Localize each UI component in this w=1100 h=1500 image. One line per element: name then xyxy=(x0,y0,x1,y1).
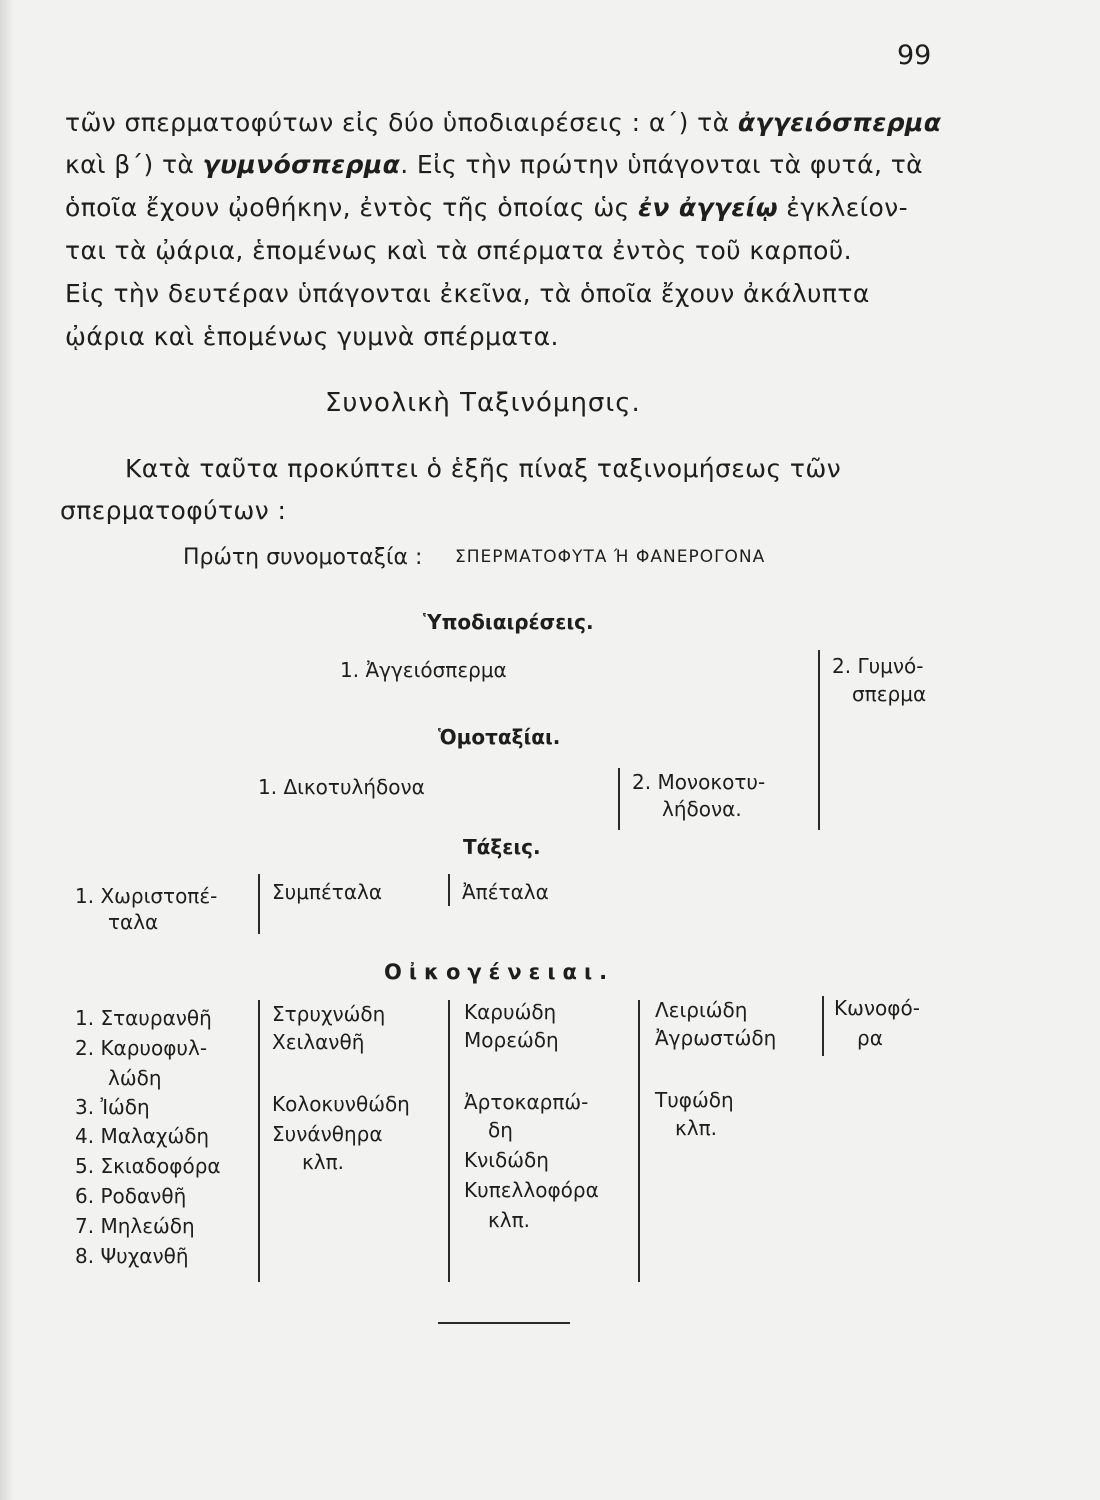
families-col1-item: λώδη xyxy=(108,1066,162,1090)
text-run: ἐγκλείον- xyxy=(777,193,908,222)
emphasis-in-vessel: ἐν ἀγγείῳ xyxy=(638,193,778,222)
paragraph-line-3 xyxy=(65,193,908,222)
families-col3-item: Καρυώδη xyxy=(464,1000,557,1024)
end-rule xyxy=(438,1322,570,1324)
families-divider-3 xyxy=(638,1000,640,1282)
text-run: . Εἰς τὴν πρώτην ὑπάγονται τὰ φυτά, τὰ xyxy=(400,150,924,179)
families-col5-item: ρα xyxy=(857,1026,883,1050)
families-col1-item: 2. Καρυοφυλ- xyxy=(75,1036,208,1060)
families-col3-item: κλπ. xyxy=(488,1208,531,1232)
paragraph-line-6: ᾠάρια καὶ ἑπομένως γυμνὰ σπέρματα. xyxy=(65,322,559,351)
paragraph-line-2 xyxy=(65,150,923,179)
families-col3-item: Κνιδώδη xyxy=(464,1148,549,1172)
text-run: ὁποῖα ἔχουν ᾠοθήκην, ἐντὸς τῆς ὁποίας ὡς xyxy=(65,193,639,222)
families-col2-item: Χειλανθῆ xyxy=(272,1030,365,1054)
families-col4-item: Τυφώδη xyxy=(655,1088,734,1112)
families-col1-item: 1. Σταυρανθῆ xyxy=(75,1006,212,1030)
classes-heading: Ὁμοταξίαι. xyxy=(438,725,561,749)
class-2-line-a: 2. Μονοκοτυ- xyxy=(632,770,766,794)
families-col1-item: 4. Μαλαχώδη xyxy=(75,1124,210,1148)
families-col4-item: Λειριώδη xyxy=(655,998,748,1022)
families-col5-item: Κωνοφό- xyxy=(834,996,920,1020)
families-col4-item: κλπ. xyxy=(675,1116,718,1140)
order-1-line-b: ταλα xyxy=(108,910,159,934)
order-3: Ἀπέταλα xyxy=(462,880,549,904)
paragraph-line-5: Εἰς τὴν δευτέραν ὑπάγονται ἐκεῖνα, τὰ ὁποῖα ἔχουν ἀκάλυπτα xyxy=(65,279,870,308)
families-heading: Οἰκογένειαι. xyxy=(384,960,615,984)
families-col3-item: Μορεώδη xyxy=(464,1028,559,1052)
section-title: Συνολικὴ Ταξινόμησις. xyxy=(325,388,641,418)
class-2-line-b: λήδονα. xyxy=(662,797,742,821)
paragraph2-line-1: Κατὰ ταῦτα προκύπτει ὁ ἑξῆς πίναξ ταξινομήσεως τῶν xyxy=(125,454,842,483)
families-divider-1 xyxy=(258,1000,260,1282)
families-col2-item: Συνάνθηρα xyxy=(272,1122,383,1146)
families-col2-item: Κολοκυνθώδη xyxy=(272,1092,410,1116)
class-divider xyxy=(618,768,620,830)
families-divider-4 xyxy=(822,996,824,1056)
subdivision-2-line-b: σπερμα xyxy=(852,682,927,706)
class-1: 1. Δικοτυλήδονα xyxy=(258,775,425,799)
paragraph2-line-2: σπερματοφύτων : xyxy=(60,496,287,525)
families-col3-item: Κυπελλοφόρα xyxy=(464,1178,599,1202)
page-spine-shadow xyxy=(0,0,14,1500)
subdivision-1: 1. Ἀγγειόσπερμα xyxy=(340,658,507,682)
families-divider-2 xyxy=(448,1000,450,1282)
order-divider-1 xyxy=(258,874,260,934)
families-col2-item: Στρυχνώδη xyxy=(272,1002,386,1026)
emphasis-gymnosperm: γυμνόσπερμα xyxy=(202,150,401,179)
text-run: τῶν σπερματοφύτων εἰς δύο ὑποδιαιρέσεις : α΄) τὰ xyxy=(65,108,738,137)
subdivisions-heading: Ὑποδιαιρέσεις. xyxy=(423,610,594,634)
families-col1-item: 7. Μηλεώδη xyxy=(75,1214,195,1238)
families-col4-item: Ἀγρωστώδη xyxy=(655,1026,777,1050)
orders-heading: Τάξεις. xyxy=(463,835,541,859)
paragraph-line-4: ται τὰ ᾠάρια, ἑπομένως καὶ τὰ σπέρματα ἐντὸς τοῦ καρποῦ. xyxy=(65,236,853,265)
subdivision-2-line-a: 2. Γυμνό- xyxy=(832,654,924,678)
emphasis-angiosperm: ἀγγειόσπερμα xyxy=(737,108,942,137)
families-col3-item: δη xyxy=(488,1118,513,1142)
families-col3-item: Ἀρτοκαρπώ- xyxy=(464,1090,589,1114)
families-col1-item: 5. Σκιαδοφόρα xyxy=(75,1154,221,1178)
order-1-line-a: 1. Χωριστοπέ- xyxy=(75,884,218,908)
page-number: 99 xyxy=(897,40,932,71)
families-col1-item: 8. Ψυχανθῆ xyxy=(75,1244,189,1268)
paragraph-line-1 xyxy=(65,108,941,137)
families-col1-item: 6. Ροδανθῆ xyxy=(75,1184,187,1208)
subdivision-divider xyxy=(818,650,820,830)
text-run: καὶ β΄) τὰ xyxy=(65,150,203,179)
order-divider-2 xyxy=(448,874,450,906)
order-2: Συμπέταλα xyxy=(272,880,383,904)
phylum-name: ΣΠΕΡΜΑΤΟΦΥΤΑ Ή ΦΑΝΕΡΟΓΟΝΑ xyxy=(455,547,766,567)
phylum-label: Πρώτη συνομοταξία : xyxy=(183,545,423,570)
families-col1-item: 3. Ἰώδη xyxy=(75,1095,150,1119)
families-col2-item: κλπ. xyxy=(302,1150,345,1174)
